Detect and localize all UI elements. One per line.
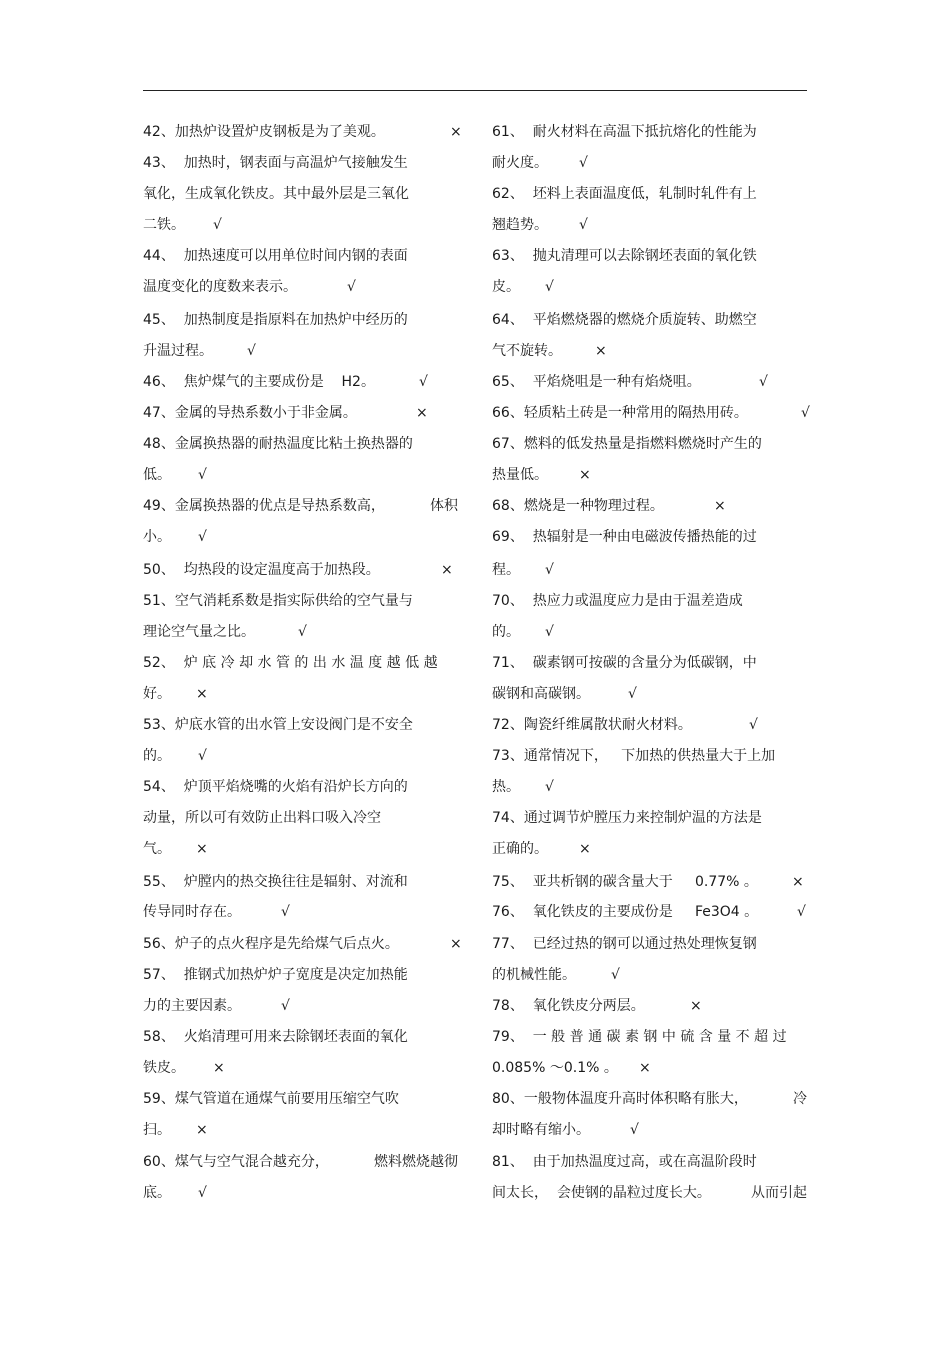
cross-mark: × <box>196 841 208 857</box>
cross-mark: × <box>213 1060 225 1076</box>
line-text: 73、通常情况下， 下加热的供热量大于上加 <box>492 748 776 764</box>
line-text: 57、 推钢式加热炉炉子宽度是决定加热能 <box>143 967 408 983</box>
text-line <box>143 1057 458 1079</box>
line-text: 78、 氧化铁皮分两层。 <box>492 998 645 1014</box>
cross-mark: × <box>450 936 462 952</box>
text-line <box>143 121 462 143</box>
line-text: 62、 坯料上表面温度低，轧制时轧件有上 <box>492 186 757 202</box>
line-text: 42、加热炉设置炉皮钢板是为了美观。 <box>143 124 385 140</box>
line-text-right: 从而引起 <box>751 1185 807 1201</box>
text-line <box>143 871 458 893</box>
line-text: 翘趋势。 <box>492 217 548 233</box>
line-text: 热量低。 <box>492 467 548 483</box>
text-line <box>492 1182 807 1204</box>
text-line <box>492 807 807 829</box>
text-line <box>492 1026 807 1048</box>
text-line <box>143 745 458 767</box>
text-line <box>492 1057 807 1079</box>
text-line <box>143 1088 458 1110</box>
check-mark: √ <box>419 374 428 390</box>
line-text: 74、通过调节炉膛压力来控制炉温的方法是 <box>492 810 762 826</box>
line-text: 的。 <box>492 624 520 640</box>
cross-mark: × <box>595 343 607 359</box>
text-line <box>143 1182 458 1204</box>
line-text: 底。 <box>143 1185 171 1201</box>
line-text: 低。 <box>143 467 171 483</box>
text-line <box>143 964 458 986</box>
text-line <box>492 871 807 893</box>
text-line <box>492 214 807 236</box>
text-line <box>143 838 458 860</box>
line-text: 正确的。 <box>492 841 548 857</box>
text-line <box>492 340 807 362</box>
text-line <box>492 933 807 955</box>
line-text: 50、 均热段的设定温度高于加热段。 <box>143 562 380 578</box>
line-text: 0.085% ～0.1% 。 <box>492 1060 618 1076</box>
cross-mark: × <box>196 1122 208 1138</box>
line-text-right: 体积 <box>430 498 458 514</box>
line-text: 56、炉子的点火程序是先给煤气后点火。 <box>143 936 399 952</box>
line-text: 48、金属换热器的耐热温度比粘土换热器的 <box>143 436 413 452</box>
text-line <box>143 309 458 331</box>
text-line <box>492 464 807 486</box>
check-mark: √ <box>198 467 207 483</box>
text-line <box>492 309 807 331</box>
line-text: 69、 热辐射是一种由电磁波传播热能的过 <box>492 529 757 545</box>
text-line <box>492 776 807 798</box>
line-text: 71、 碳素钢可按碳的含量分为低碳钢，中 <box>492 655 757 671</box>
line-text: 传导同时存在。 <box>143 904 241 920</box>
cross-mark: × <box>639 1060 651 1076</box>
line-text: 间太长， 会使钢的晶粒过度长大。 <box>492 1185 711 1201</box>
line-text: 45、 加热制度是指原料在加热炉中经历的 <box>143 312 408 328</box>
check-mark: √ <box>298 624 307 640</box>
line-text: 温度变化的度数来表示。 <box>143 279 297 295</box>
text-line <box>492 652 807 674</box>
text-line <box>143 152 458 174</box>
line-text: 热。 <box>492 779 520 795</box>
text-line <box>143 559 458 581</box>
line-text: 70、 热应力或温度应力是由于温差造成 <box>492 593 743 609</box>
cross-mark: × <box>441 562 453 578</box>
text-line <box>492 901 807 923</box>
line-text: 皮。 <box>492 279 520 295</box>
line-text: 理论空气量之比。 <box>143 624 255 640</box>
text-line <box>492 183 807 205</box>
check-mark: √ <box>198 529 207 545</box>
text-line <box>143 433 458 455</box>
text-line <box>492 838 807 860</box>
check-mark: √ <box>579 155 588 171</box>
cross-mark: × <box>714 498 726 514</box>
check-mark: √ <box>797 904 806 920</box>
line-text-right: 冷 <box>793 1091 807 1107</box>
line-text: 55、 炉膛内的热交换往往是辐射、对流和 <box>143 874 408 890</box>
line-text: 47、金属的导热系数小于非金属。 <box>143 405 357 421</box>
check-mark: √ <box>545 279 554 295</box>
line-text: 67、燃料的低发热量是指燃料燃烧时产生的 <box>492 436 762 452</box>
check-mark: √ <box>198 748 207 764</box>
text-line <box>492 276 807 298</box>
text-line <box>492 433 807 455</box>
check-mark: √ <box>281 998 290 1014</box>
line-text: 好。 <box>143 686 171 702</box>
cross-mark: × <box>690 998 702 1014</box>
text-line <box>143 901 458 923</box>
text-line <box>492 152 807 174</box>
text-line <box>143 776 458 798</box>
line-text: 小。 <box>143 529 171 545</box>
text-line <box>143 464 458 486</box>
cross-mark: × <box>450 124 462 140</box>
text-line <box>492 371 807 393</box>
line-text: 76、 氧化铁皮的主要成份是 Fe3O4 。 <box>492 904 759 920</box>
text-line <box>143 1151 458 1173</box>
text-line <box>143 214 458 236</box>
text-line <box>492 590 807 612</box>
check-mark: √ <box>579 217 588 233</box>
cross-mark: × <box>579 467 591 483</box>
check-mark: √ <box>801 405 810 421</box>
line-text: 64、 平焰燃烧器的燃烧介质旋转、助燃空 <box>492 312 757 328</box>
line-text: 程。 <box>492 562 520 578</box>
text-line <box>143 1119 458 1141</box>
text-line <box>143 495 458 517</box>
header-rule <box>143 90 807 91</box>
line-text: 58、 火焰清理可用来去除钢坯表面的氧化 <box>143 1029 408 1045</box>
line-text: 79、 一 般 普 通 碳 素 钢 中 硫 含 量 不 超 过 <box>492 1029 787 1045</box>
check-mark: √ <box>198 1185 207 1201</box>
text-line <box>143 652 458 674</box>
text-line <box>492 964 807 986</box>
text-line <box>143 1026 458 1048</box>
check-mark: √ <box>281 904 290 920</box>
text-line <box>492 1151 807 1173</box>
line-text: 81、 由于加热温度过高，或在高温阶段时 <box>492 1154 757 1170</box>
cross-mark: × <box>196 686 208 702</box>
text-line <box>492 402 810 424</box>
line-text: 43、 加热时，钢表面与高温炉气接触发生 <box>143 155 408 171</box>
line-text: 气不旋转。 <box>492 343 562 359</box>
check-mark: √ <box>545 624 554 640</box>
line-text: 的机械性能。 <box>492 967 576 983</box>
text-line <box>143 714 458 736</box>
line-text: 升温过程。 <box>143 343 213 359</box>
text-line <box>143 807 458 829</box>
text-line <box>143 371 458 393</box>
line-text: 铁皮。 <box>143 1060 185 1076</box>
line-text: 59、煤气管道在通煤气前要用压缩空气吹 <box>143 1091 399 1107</box>
line-text: 72、陶瓷纤维属散状耐火材料。 <box>492 717 692 733</box>
line-text-right: 燃料燃烧越彻 <box>374 1154 458 1170</box>
text-line <box>492 714 807 736</box>
cross-mark: × <box>579 841 591 857</box>
text-line <box>492 1088 807 1110</box>
line-text: 65、 平焰烧咀是一种有焰烧咀。 <box>492 374 701 390</box>
line-text: 氧化，生成氧化铁皮。其中最外层是三氧化 <box>143 186 409 202</box>
text-line <box>143 276 458 298</box>
text-line <box>143 933 462 955</box>
line-text: 66、轻质粘土砖是一种常用的隔热用砖。 <box>492 405 748 421</box>
line-text: 46、 焦炉煤气的主要成份是 H2。 <box>143 374 375 390</box>
text-line <box>492 559 807 581</box>
text-line <box>492 121 807 143</box>
text-line <box>143 245 458 267</box>
line-text: 53、炉底水管的出水管上安设阀门是不安全 <box>143 717 413 733</box>
line-text: 49、金属换热器的优点是导热系数高， <box>143 498 385 514</box>
line-text: 耐火度。 <box>492 155 548 171</box>
check-mark: √ <box>545 779 554 795</box>
line-text: 75、 亚共析钢的碳含量大于 0.77% 。 <box>492 874 758 890</box>
text-line <box>143 683 458 705</box>
text-line <box>492 621 807 643</box>
check-mark: √ <box>611 967 620 983</box>
text-line <box>143 183 458 205</box>
check-mark: √ <box>213 217 222 233</box>
text-line <box>143 621 458 643</box>
line-text: 77、 已经过热的钢可以通过热处理恢复钢 <box>492 936 757 952</box>
line-text: 80、一般物体温度升高时体积略有胀大， <box>492 1091 748 1107</box>
check-mark: √ <box>628 686 637 702</box>
check-mark: √ <box>545 562 554 578</box>
text-line <box>492 526 807 548</box>
line-text: 动量，所以可有效防止出料口吸入冷空 <box>143 810 381 826</box>
line-text: 二铁。 <box>143 217 185 233</box>
line-text: 61、 耐火材料在高温下抵抗熔化的性能为 <box>492 124 757 140</box>
line-text: 44、 加热速度可以用单位时间内钢的表面 <box>143 248 408 264</box>
text-line <box>143 590 458 612</box>
line-text: 52、 炉 底 冷 却 水 管 的 出 水 温 度 越 低 越 <box>143 655 438 671</box>
text-line <box>143 526 458 548</box>
line-text: 63、 抛丸清理可以去除钢坯表面的氧化铁 <box>492 248 757 264</box>
line-text: 60、煤气与空气混合越充分， <box>143 1154 329 1170</box>
text-line <box>143 340 458 362</box>
check-mark: √ <box>347 279 356 295</box>
line-text: 的。 <box>143 748 171 764</box>
line-text: 却时略有缩小。 <box>492 1122 590 1138</box>
cross-mark: × <box>792 874 804 890</box>
text-line <box>492 1119 807 1141</box>
line-text: 51、空气消耗系数是指实际供给的空气量与 <box>143 593 413 609</box>
check-mark: √ <box>247 343 256 359</box>
line-text: 气。 <box>143 841 171 857</box>
line-text: 碳钢和高碳钢。 <box>492 686 590 702</box>
line-text: 扫。 <box>143 1122 171 1138</box>
text-line <box>492 245 807 267</box>
check-mark: √ <box>749 717 758 733</box>
line-text: 54、 炉顶平焰烧嘴的火焰有沿炉长方向的 <box>143 779 408 795</box>
line-text: 力的主要因素。 <box>143 998 241 1014</box>
line-text: 68、燃烧是一种物理过程。 <box>492 498 664 514</box>
text-line <box>492 995 807 1017</box>
cross-mark: × <box>416 405 428 421</box>
check-mark: √ <box>759 374 768 390</box>
text-line <box>143 995 458 1017</box>
text-line <box>492 745 807 767</box>
text-line <box>143 402 458 424</box>
text-line <box>492 683 807 705</box>
text-line <box>492 495 807 517</box>
check-mark: √ <box>630 1122 639 1138</box>
